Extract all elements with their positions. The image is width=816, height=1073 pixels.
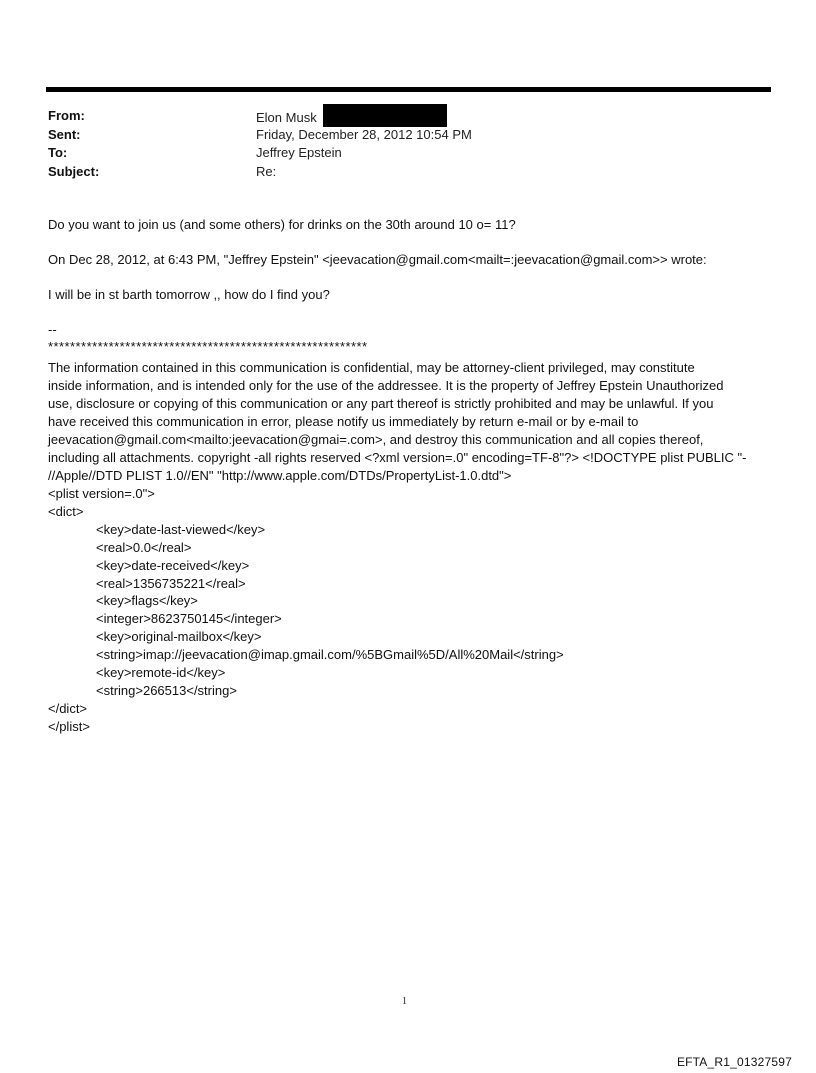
signature-dashes: -- — [48, 322, 57, 337]
plist-entry: <key>flags</key> — [96, 593, 198, 609]
plist-block — [48, 485, 564, 736]
notice-line: jeevacation@gmail.com<mailto:jeevacation@gmai=.com>, and destroy this communication and all copies thereof, — [48, 432, 704, 447]
subject-value: Re: — [256, 163, 277, 179]
sent-value: Friday, December 28, 2012 10:54 PM — [256, 126, 472, 142]
to-value: Jeffrey Epstein — [256, 145, 342, 160]
redaction-box — [323, 104, 447, 127]
plist-entry: <string>imap://jeevacation@imap.gmail.com/%5BGmail%5D/All%20Mail</string> — [96, 647, 564, 663]
plist-entry: <string>266513</string> — [96, 682, 237, 698]
document-id: EFTA_R1_01327597 — [676, 1055, 792, 1069]
plist-entry: <real>1356735221</real> — [96, 575, 246, 591]
page-number: 1 — [402, 996, 407, 1007]
confidentiality-notice — [48, 359, 760, 485]
email-header — [48, 107, 748, 181]
from-row — [48, 107, 748, 126]
quote-intro: On Dec 28, 2012, at 6:43 PM, "Jeffrey Epstein" <jeevacation@gmail.com<mailt=:jeevacation@gmail.com>> wrote: — [48, 252, 707, 267]
notice-line: inside information, and is intended only for the use of the addressee. It is the property of Jeffrey Epstein Unauthorized — [48, 378, 724, 393]
notice-line: including all attachments. copyright -all rights reserved <?xml version=.0" encoding=TF-8"?> <!DOCTYPE plist PUBLIC "- — [48, 450, 747, 465]
sender-name: Elon Musk — [256, 109, 317, 125]
plist-entry: <integer>8623750145</integer> — [96, 611, 282, 627]
sent-label: Sent: — [48, 126, 81, 142]
sent-row — [48, 126, 748, 145]
plist-open: <plist version=.0"> — [48, 486, 155, 501]
from-label: From: — [48, 108, 85, 123]
plist-entry: <real>0.0</real> — [96, 539, 192, 555]
subject-label: Subject: — [48, 163, 100, 179]
notice-line: //Apple//DTD PLIST 1.0//EN" "http://www.apple.com/DTDs/PropertyList-1.0.dtd"> — [48, 468, 512, 483]
dict-close: </dict> — [48, 700, 88, 716]
notice-line: use, disclosure or copying of this communication or any part thereof is strictly prohibited and may be unlawful. If you — [48, 396, 714, 411]
dict-open: <dict> — [48, 503, 84, 519]
quoted-message: I will be in st barth tomorrow ,, how do I find you? — [48, 287, 330, 302]
subject-row — [48, 163, 748, 182]
plist-entry: <key>remote-id</key> — [96, 665, 226, 681]
plist-entry: <key>date-received</key> — [96, 557, 250, 573]
notice-line: have received this communication in error, please notify us immediately by return e-mail or by e-mail to — [48, 414, 639, 429]
plist-entry: <key>original-mailbox</key> — [96, 629, 262, 645]
notice-line: The information contained in this communication is confidential, may be attorney-client privileged, may constitute — [48, 360, 695, 375]
top-rule — [46, 87, 771, 92]
plist-entry: <key>date-last-viewed</key> — [96, 521, 266, 537]
asterisk-divider: ********************************************************** — [48, 339, 368, 354]
message-text: Do you want to join us (and some others) for drinks on the 30th around 10 o= 11? — [48, 217, 516, 232]
plist-close: </plist> — [48, 718, 90, 734]
to-row — [48, 144, 748, 163]
to-label: To: — [48, 145, 68, 160]
